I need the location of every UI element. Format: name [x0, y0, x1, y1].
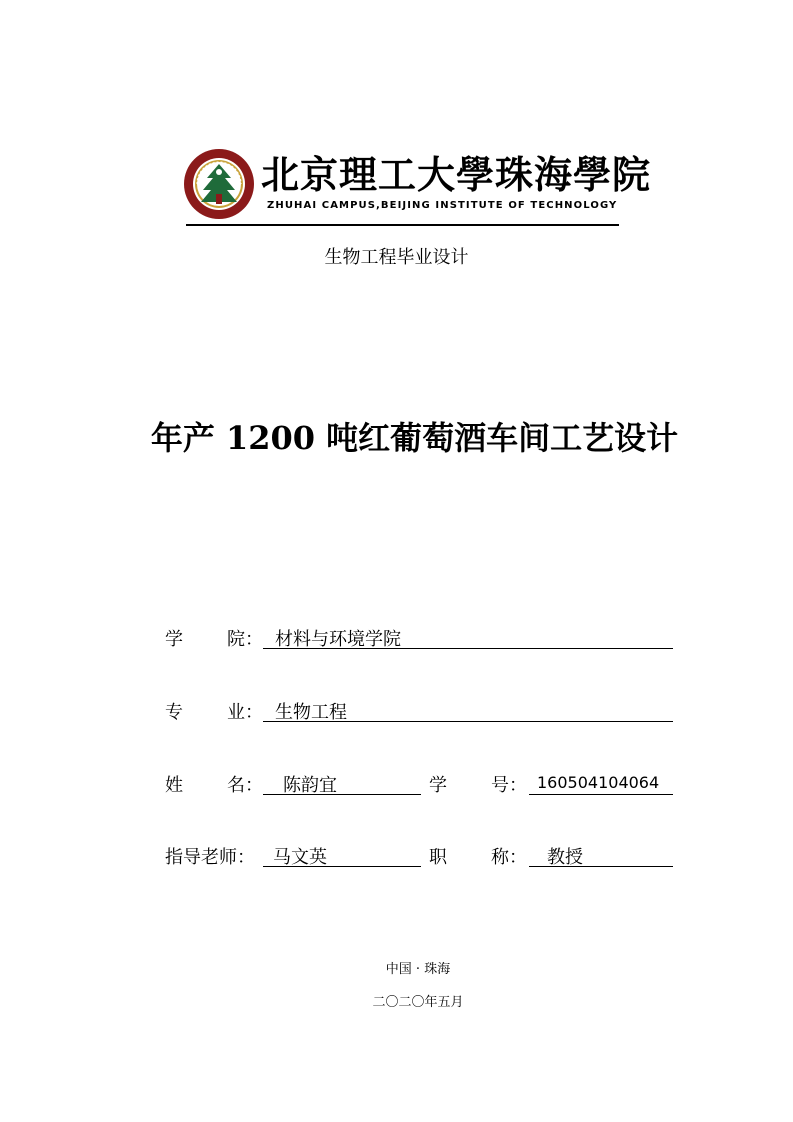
advisor-label: 指导老师： [165, 847, 255, 868]
major-label-a: 专 [165, 702, 183, 723]
student-id-label-a: 学 [429, 775, 447, 796]
college-label-b: 院： [227, 629, 263, 650]
student-id-label-b: 号： [491, 775, 527, 796]
logo-title: 北京理工大學珠海學院 [261, 152, 652, 197]
advisor-title-label-a: 职 [429, 847, 447, 868]
university-seal-icon [183, 148, 255, 220]
document-subtitle: 生物工程毕业设计 [324, 247, 469, 268]
major-value: 生物工程 [263, 698, 673, 722]
advisor-title-value: 教授 [529, 843, 673, 867]
name-label-a: 姓 [165, 775, 183, 796]
document-title: 年产 1200 吨红葡萄酒车间工艺设计 [150, 419, 679, 457]
advisor-title-label-b: 称： [491, 847, 527, 868]
college-label-a: 学 [165, 629, 183, 650]
name-label-b: 名： [227, 775, 263, 796]
footer-location: 中国 · 珠海 [385, 962, 451, 977]
logo-divider [186, 224, 619, 226]
college-value: 材料与环境学院 [263, 625, 673, 649]
major-label-b: 业： [227, 702, 263, 723]
logo-subtitle: ZHUHAI CAMPUS,BEIJING INSTITUTE OF TECHNOLOGY [267, 200, 618, 211]
student-name-value: 陈韵宜 [263, 771, 421, 795]
advisor-value: 马文英 [263, 843, 421, 867]
student-id-value: 160504104064 [529, 771, 673, 795]
footer-date: 二〇二〇年五月 [372, 995, 464, 1010]
university-logo [183, 148, 652, 228]
